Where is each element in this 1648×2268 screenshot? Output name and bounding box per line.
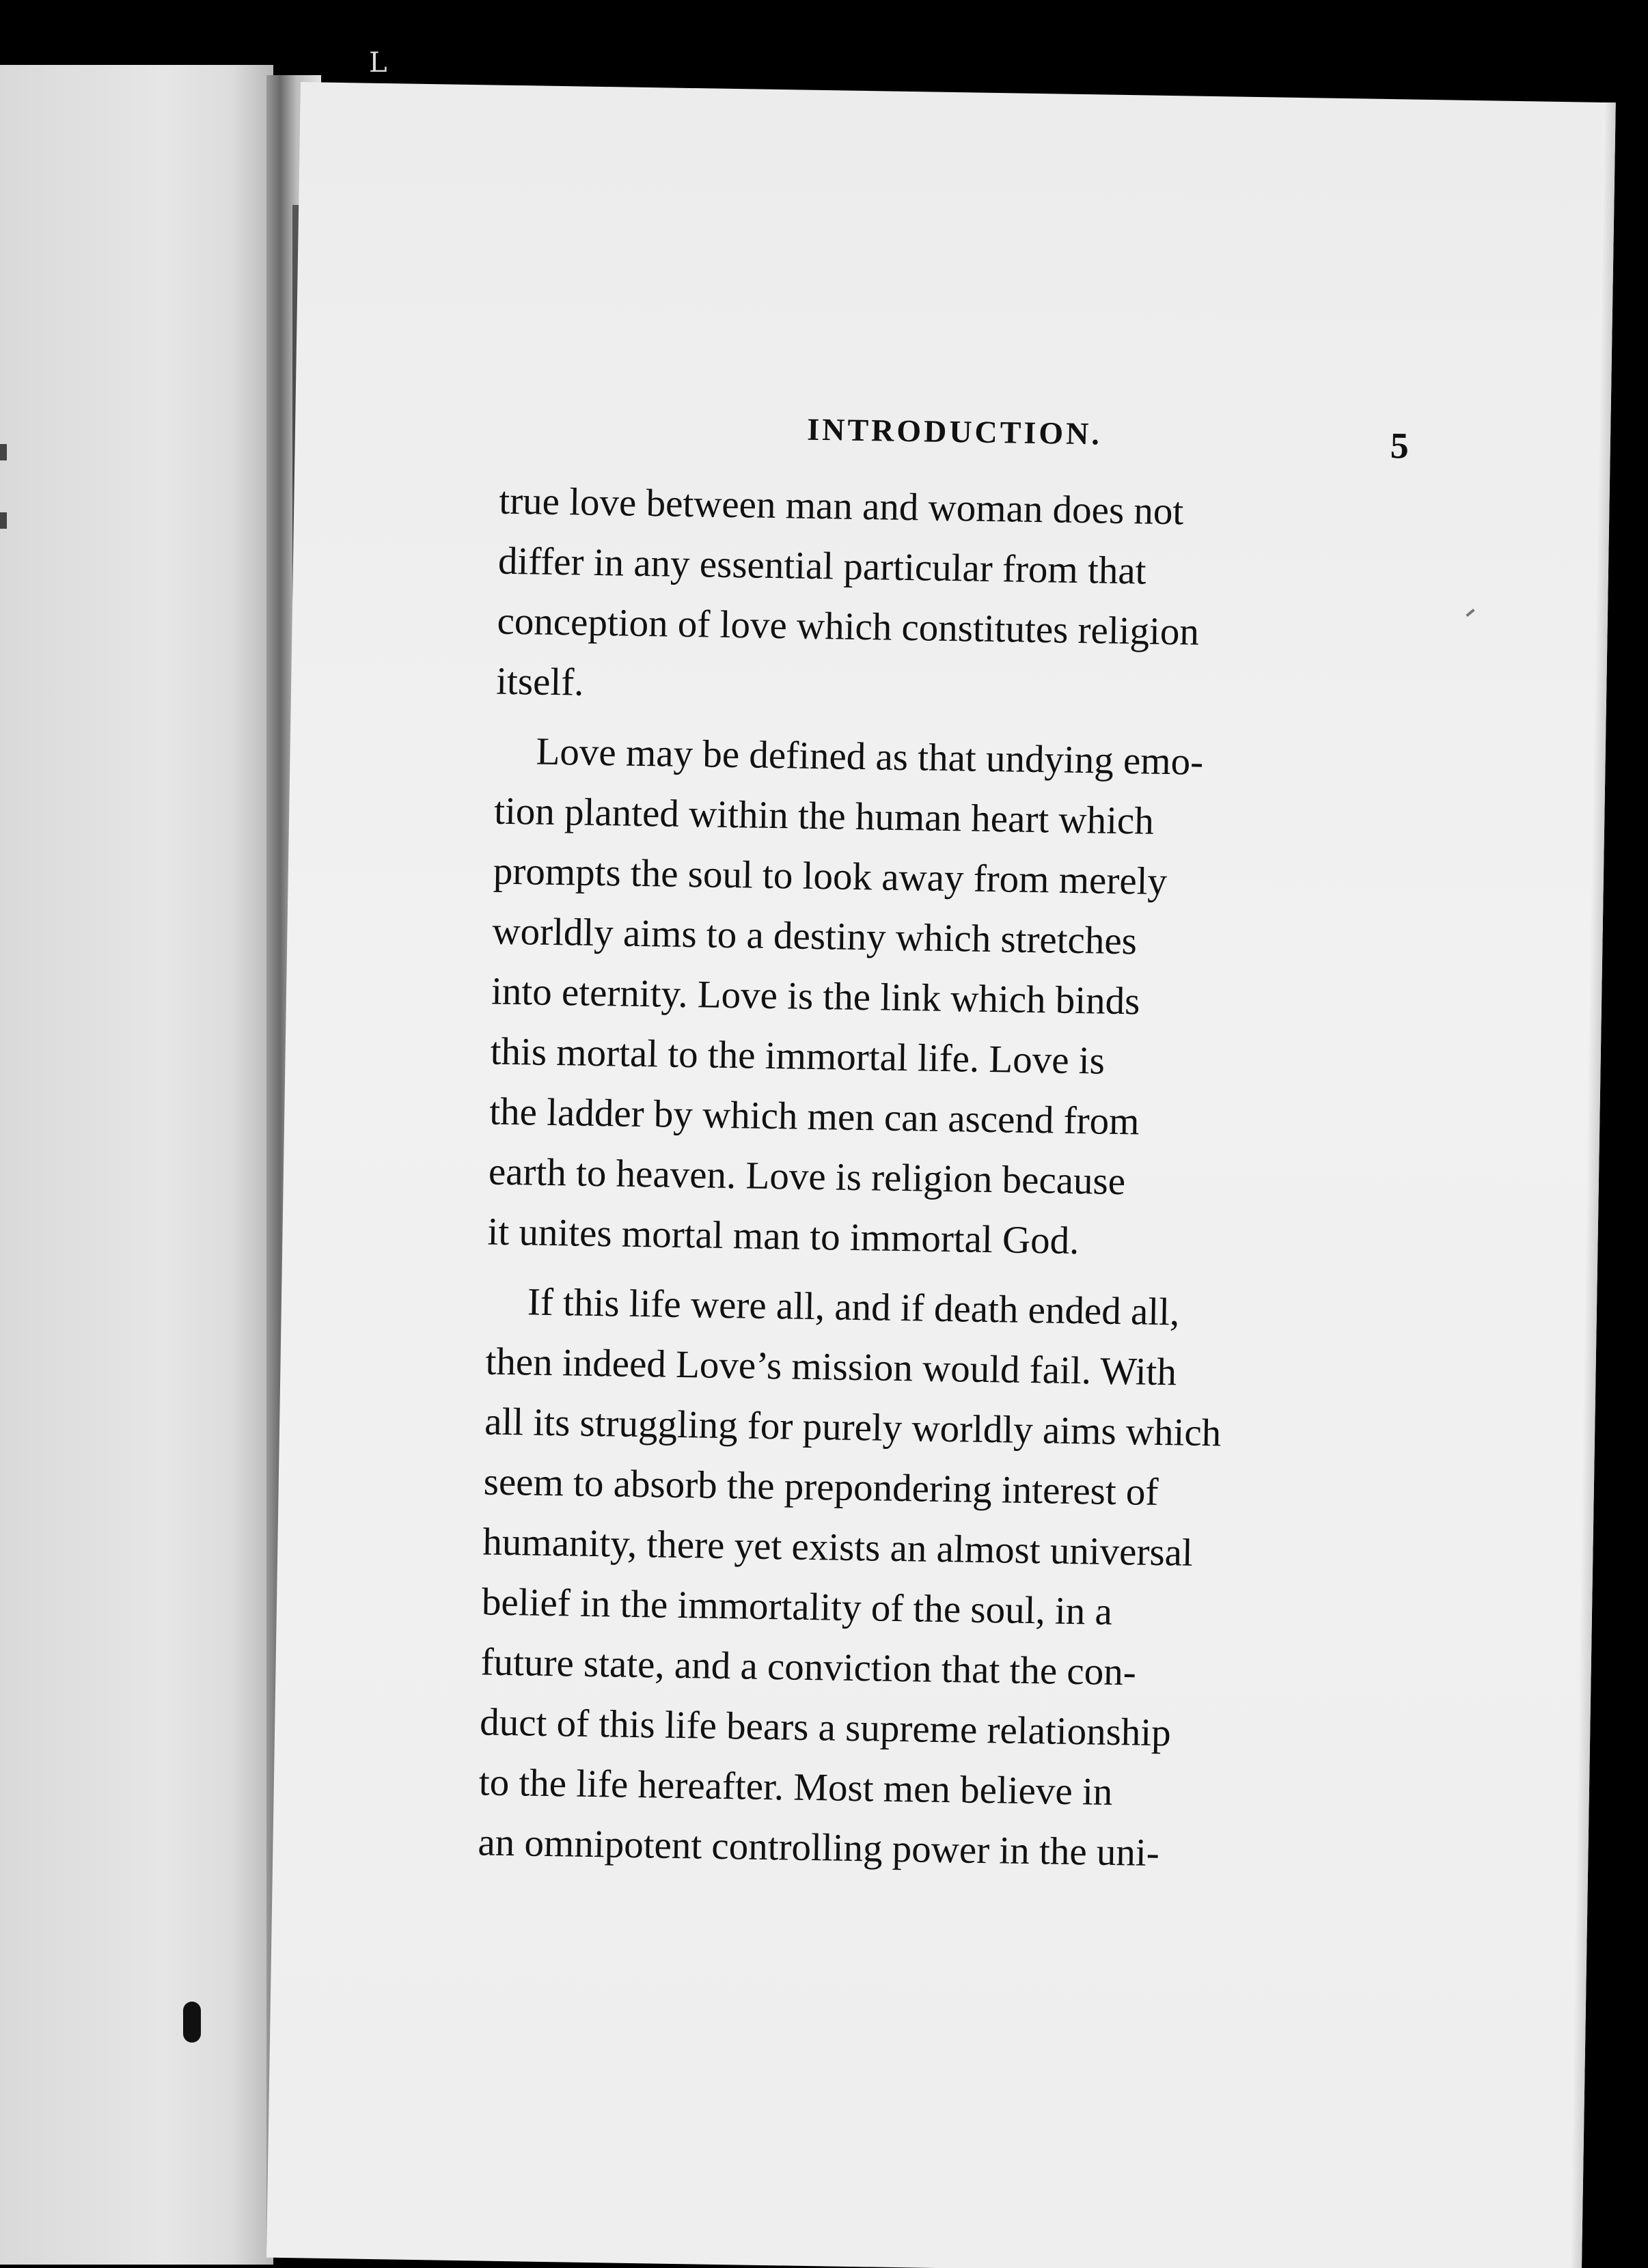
- text-line: tion planted within the human heart which: [493, 789, 1155, 843]
- right-page-edge: [1569, 102, 1616, 2268]
- text-line: seem to absorb the prepondering interest of: [483, 1460, 1159, 1514]
- paragraph: [487, 721, 1404, 1277]
- text-line: worldly aims to a destiny which stretches: [492, 909, 1138, 963]
- right-page: [266, 82, 1616, 2268]
- text-line: then indeed Love’s mission would fail. With: [485, 1340, 1177, 1394]
- text-line: earth to heaven. Love is religion because: [488, 1150, 1126, 1204]
- text-line: true love between man and woman does not: [498, 479, 1184, 534]
- left-edge-tick: [0, 444, 7, 460]
- text-line: into eternity. Love is the link which binds: [491, 969, 1140, 1023]
- text-line: duct of this life bears a supreme relationship: [479, 1700, 1172, 1755]
- text-line: differ in any essential particular from that: [497, 539, 1147, 593]
- paragraph: [478, 1271, 1396, 1887]
- text-line: it unites mortal man to immortal God.: [487, 1210, 1080, 1263]
- page-number: 5: [1390, 425, 1410, 467]
- text-line: conception of love which constitutes religion: [497, 599, 1200, 654]
- left-page-edge: [0, 65, 273, 2265]
- text-line: humanity, there yet exists an almost universal: [482, 1520, 1194, 1575]
- spine-knob: [183, 2002, 201, 2043]
- text-line: all its struggling for purely worldly aims which: [484, 1400, 1222, 1455]
- text-line: the ladder by which men can ascend from: [489, 1090, 1140, 1144]
- text-line: an omnipotent controlling power in the uni-: [478, 1821, 1160, 1875]
- paragraph: [496, 471, 1408, 726]
- text-line: to the life hereafter. Most men believe in: [478, 1760, 1113, 1814]
- text-line: future state, and a conviction that the con-: [480, 1640, 1137, 1694]
- page-text-block: [478, 406, 1410, 1887]
- text-line: If this life were all, and if death ended all,: [527, 1280, 1180, 1334]
- text-line: belief in the immortality of the soul, in a: [481, 1580, 1113, 1633]
- text-line: prompts the soul to look away from merely: [493, 849, 1168, 904]
- text-line: this mortal to the immortal life. Love is: [490, 1029, 1105, 1083]
- text-line: itself.: [495, 659, 584, 704]
- top-margin-mark: L: [369, 47, 387, 79]
- running-head: INTRODUCTION.: [806, 411, 1103, 452]
- text-line: Love may be defined as that undying emo-: [536, 730, 1204, 784]
- left-edge-tick: [0, 512, 7, 529]
